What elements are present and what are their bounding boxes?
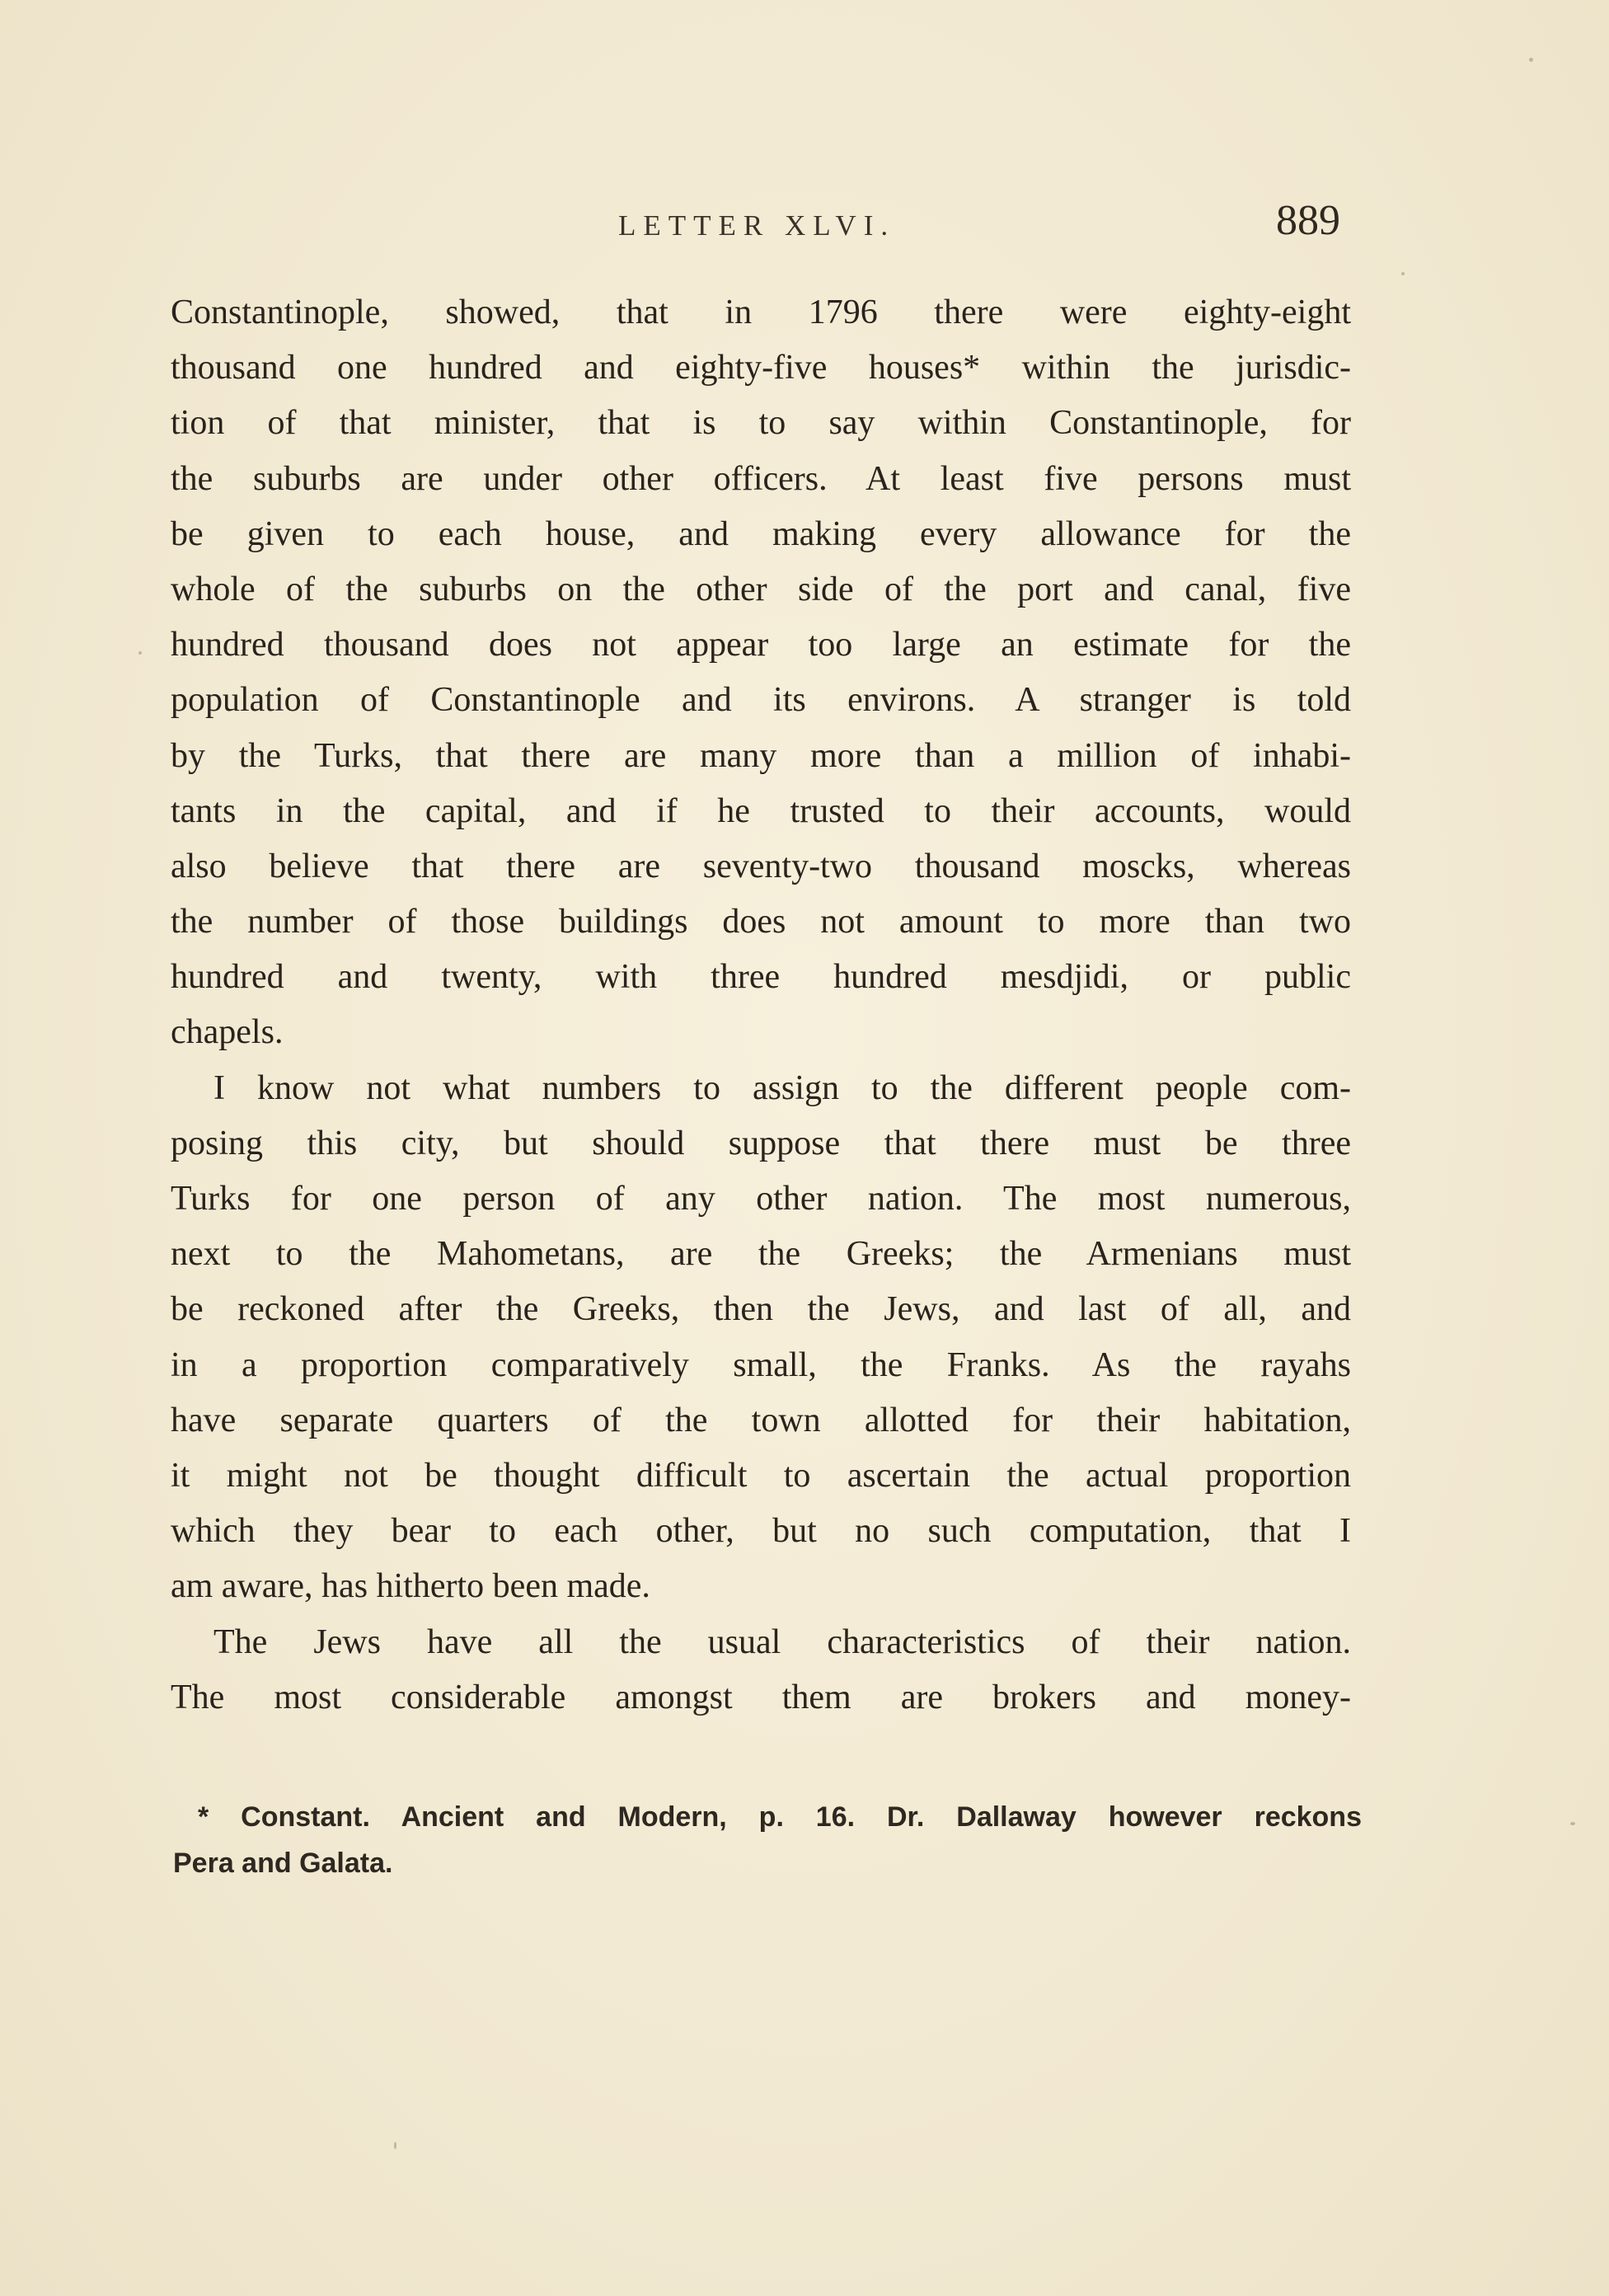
text-line: also believe that there are seventy-two thousand moscks, whereas: [171, 847, 1351, 885]
text-line: hundred and twenty, with three hundred mesdjidi, or public: [171, 958, 1351, 997]
text-line: The most considerable amongst them are brokers and money-: [171, 1678, 1351, 1716]
paper-speck: [1570, 1822, 1575, 1825]
footnote-line: Pera and Galata.: [173, 1848, 393, 1879]
text-line: the suburbs are under other officers. At least five persons must: [171, 459, 1351, 498]
text-line: by the Turks, that there are many more than a million of inhabi-: [171, 736, 1351, 775]
text-line: tion of that minister, that is to say within Constantinople, for: [171, 404, 1351, 443]
text-line: Constantinople, showed, that in 1796 there were eighty-eight: [171, 293, 1351, 331]
paper-speck: [1401, 272, 1405, 275]
text-line: Turks for one person of any other nation. The most numerous,: [171, 1180, 1351, 1218]
footnote: [173, 1794, 1362, 1886]
paragraph-start-line: I know not what numbers to assign to the different people com-: [213, 1068, 1351, 1107]
running-title: LETTER XLVI.: [618, 209, 896, 242]
page-number: 889: [1276, 197, 1340, 244]
paragraph-end-line: am aware, has hitherto been made.: [171, 1567, 650, 1606]
text-line: be reckoned after the Greeks, then the Jews, and last of all, and: [171, 1290, 1351, 1329]
text-line: in a proportion comparatively small, the Franks. As the rayahs: [171, 1345, 1351, 1384]
text-line: whole of the suburbs on the other side of the port and canal, five: [171, 570, 1351, 608]
text-line: it might not be thought difficult to ascertain the actual proportion: [171, 1456, 1351, 1495]
text-line: population of Constantinople and its environs. A stranger is told: [171, 681, 1351, 720]
body-text: [171, 285, 1351, 1726]
paper-speck: [138, 651, 142, 655]
text-line: be given to each house, and making every allowance for the: [171, 514, 1351, 553]
paper-speck: [1529, 58, 1533, 62]
text-line: hundred thousand does not appear too large an estimate for the: [171, 626, 1351, 664]
text-line: tants in the capital, and if he trusted to their accounts, would: [171, 791, 1351, 830]
paragraph-start-line: The Jews have all the usual characteristics of their nation.: [213, 1622, 1351, 1661]
text-line: next to the Mahometans, are the Greeks; the Armenians must: [171, 1235, 1351, 1274]
running-head: [0, 196, 1609, 246]
text-line: posing this city, but should suppose that there must be three: [171, 1124, 1351, 1162]
footnote-line: * Constant. Ancient and Modern, p. 16. Dr. Dallaway however reckons: [198, 1801, 1362, 1833]
text-line: have separate quarters of the town allotted for their habitation,: [171, 1401, 1351, 1439]
text-line: the number of those buildings does not amount to more than two: [171, 903, 1351, 941]
paper-speck: [394, 2142, 396, 2149]
paragraph-end-line: chapels.: [171, 1013, 284, 1052]
text-line: thousand one hundred and eighty-five houses* within the jurisdic-: [171, 349, 1351, 387]
text-line: which they bear to each other, but no such computation, that I: [171, 1512, 1351, 1551]
